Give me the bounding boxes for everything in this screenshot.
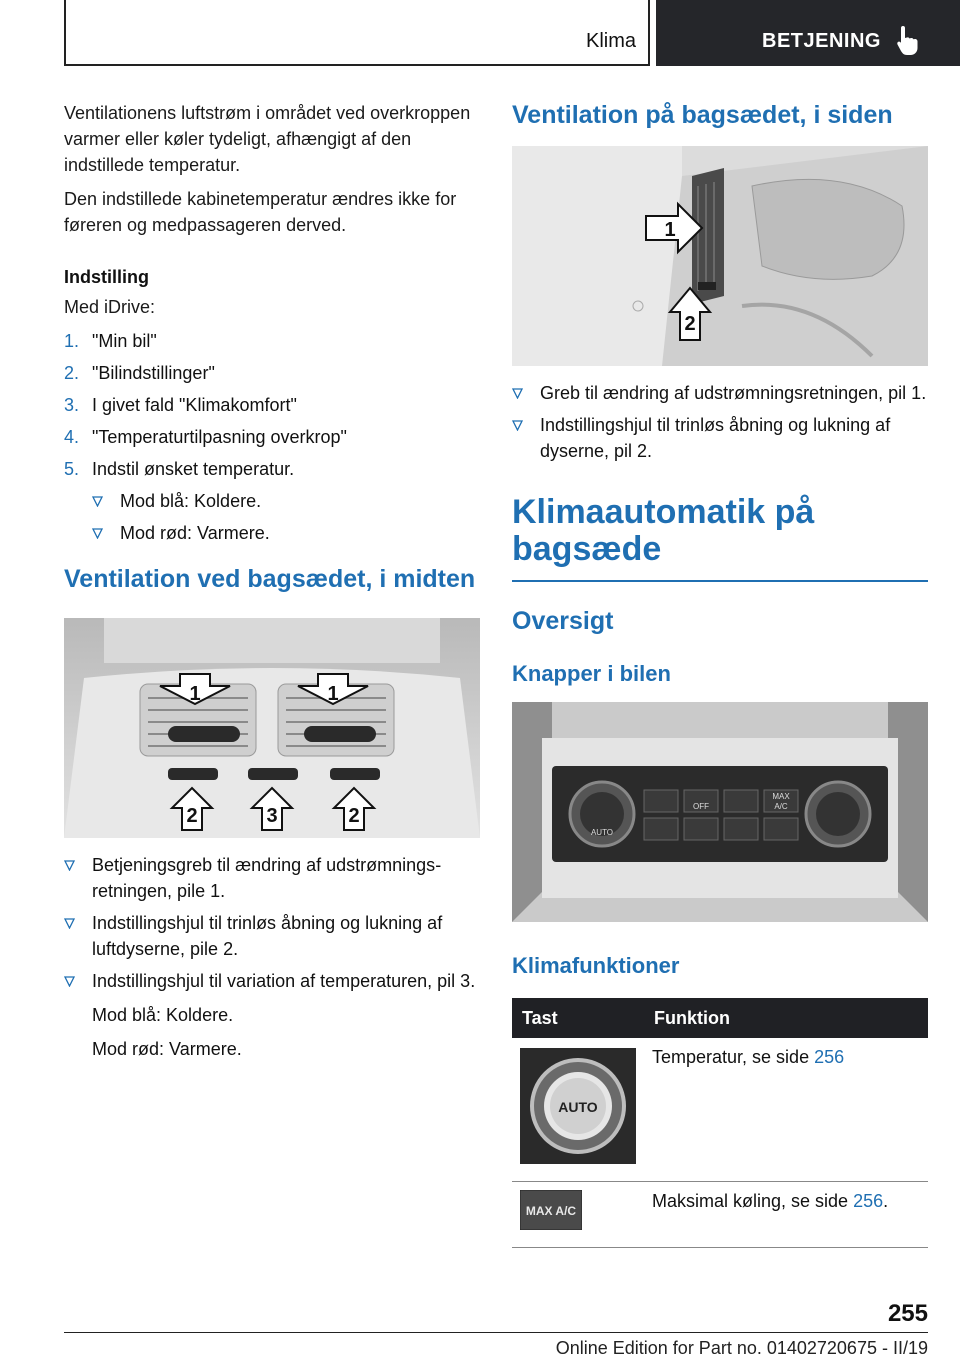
intro-paragraph-2: Den indstillede kabinetemperatur ændres ikke for føreren og medpassageren derved. xyxy=(64,189,457,235)
figure-label-2a: 2 xyxy=(186,805,198,827)
triangle-bullet-icon xyxy=(92,496,103,507)
setting-heading: Indstilling xyxy=(64,267,149,287)
header-chapter-label: BETJENING xyxy=(762,30,881,52)
triangle-bullet-icon xyxy=(92,528,103,539)
column-header-function: Funktion xyxy=(644,998,928,1038)
figure-label-1a: 1 xyxy=(189,683,201,705)
control-panel-illustration xyxy=(512,702,928,922)
list-item: Indstillingshjul til variation af temperaturen, pil 3. Mod blå: Koldere. Mod rød: Varmere. xyxy=(64,968,480,1062)
table-header-row xyxy=(512,998,928,1038)
column-header-key: Tast xyxy=(512,998,644,1038)
intro-paragraph-1: Ventilationens luftstrøm i området ved overkroppen varmer eller køler tydeligt, afhængigt af den indstillede temperatur. xyxy=(64,103,471,175)
rear-side-vent-figure xyxy=(512,146,928,366)
key-cell xyxy=(512,1182,644,1248)
rear-side-heading: Ventilation på bagsædet, i siden xyxy=(512,101,893,129)
step-item: 5. Indstil ønsket temperatur. Mod blå: Koldere. Mod rød: Varmere. xyxy=(64,456,480,546)
side-figure-label-1: 1 xyxy=(664,219,676,241)
page-link[interactable]: 256 xyxy=(814,1047,845,1067)
rear-center-bullets xyxy=(64,852,480,1062)
list-item: Mod blå: Koldere. xyxy=(92,488,480,514)
rear-center-vents-figure xyxy=(64,618,480,838)
panel-auto-label: AUTO xyxy=(590,828,614,837)
functions-table xyxy=(512,998,928,1248)
max-ac-icon xyxy=(520,1190,582,1230)
setting-subheading: Med iDrive: xyxy=(64,297,156,317)
rear-center-vents-illustration xyxy=(64,618,480,838)
left-column xyxy=(64,100,480,1068)
step5-bullets xyxy=(92,488,480,546)
edition-footer: Online Edition for Part no. 01402720675 - II/19 xyxy=(555,1338,928,1358)
figure-label-3: 3 xyxy=(266,805,278,827)
triangle-bullet-icon xyxy=(512,388,523,399)
triangle-bullet-icon xyxy=(64,860,75,871)
triangle-bullet-icon xyxy=(64,976,75,987)
rear-side-bullets xyxy=(512,380,928,464)
footer-divider xyxy=(64,1332,928,1333)
auto-knob-icon xyxy=(520,1048,636,1164)
list-item: Indstillingshjul til trinløs åbning og lukning af dyserne, pil 2. xyxy=(512,412,928,464)
buttons-heading: Knapper i bilen xyxy=(512,661,671,686)
page-number: 255 xyxy=(887,1300,928,1327)
list-item: Mod rød: Varmere. xyxy=(92,520,480,546)
panel-max-label: MAX xyxy=(772,792,790,801)
figure-label-2b: 2 xyxy=(348,805,360,827)
setting-steps-list xyxy=(64,328,480,546)
rear-side-vent-illustration xyxy=(512,146,928,366)
step-item: 3. I givet fald "Klimakomfort" xyxy=(64,395,297,415)
list-item: Indstillingshjul til trinløs åbning og lukning af luftdyserne, pile 2. xyxy=(64,910,480,962)
side-figure-label-2: 2 xyxy=(684,313,696,335)
panel-ac-label: A/C xyxy=(774,802,788,811)
list-item: Greb til ændring af udstrømningsretningen, pil 1. xyxy=(512,380,928,406)
header-chapter-tab xyxy=(656,0,960,66)
step-item: 1. "Min bil" xyxy=(64,331,157,351)
rear-center-heading: Ventilation ved bagsædet, i midten xyxy=(64,565,476,593)
header-frame xyxy=(64,0,650,66)
right-column xyxy=(512,100,928,1248)
auto-knob-label: AUTO xyxy=(558,1099,598,1115)
header-section-title: Klima xyxy=(585,30,636,52)
functions-heading: Klimafunktioner xyxy=(512,953,680,978)
step-item: 2. "Bilindstillinger" xyxy=(64,363,215,383)
function-cell: Temperatur, se side 256 xyxy=(644,1038,928,1182)
table-row xyxy=(512,1038,928,1182)
list-item: Betjeningsgreb til ændring af udstrømningsretningen, pile 1. xyxy=(64,852,480,904)
figure-label-1b: 1 xyxy=(327,683,339,705)
pointing-hand-icon xyxy=(894,24,922,56)
temperature-note-cold: Mod blå: Koldere. xyxy=(92,1005,234,1025)
function-cell: Maksimal køling, se side 256. xyxy=(644,1182,928,1248)
triangle-bullet-icon xyxy=(512,420,523,431)
temperature-note-warm: Mod rød: Varmere. xyxy=(92,1039,242,1059)
table-row xyxy=(512,1182,928,1248)
max-ac-label: MAX A/C xyxy=(525,1204,577,1218)
page-link[interactable]: 256 xyxy=(853,1191,884,1211)
triangle-bullet-icon xyxy=(64,918,75,929)
overview-heading: Oversigt xyxy=(512,607,614,635)
panel-off-label: OFF xyxy=(693,802,709,811)
step-item: 4. "Temperaturtilpasning overkrop" xyxy=(64,427,347,447)
key-cell xyxy=(512,1038,644,1182)
auto-climate-heading: Klimaautomatik på bagsæde xyxy=(512,494,928,582)
control-panel-figure xyxy=(512,702,928,922)
